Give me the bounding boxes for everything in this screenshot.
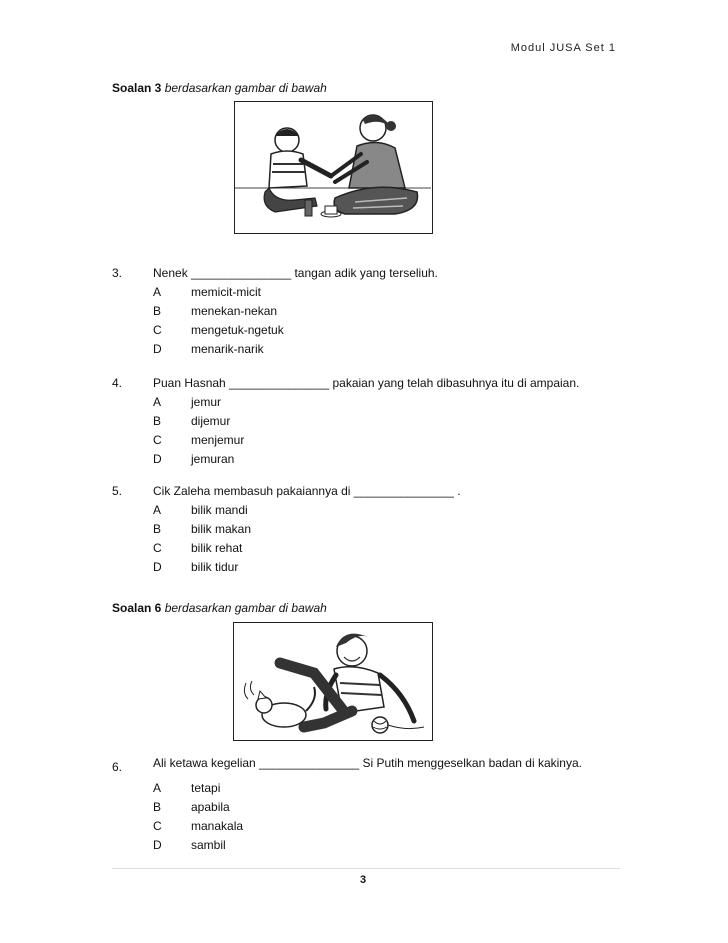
option-a[interactable]: A memicit-micit [153,285,261,299]
option-b[interactable]: B menekan-nekan [153,304,278,318]
header-title: Modul JUSA Set 1 [510,42,616,54]
option-b[interactable]: B bilik makan [153,522,252,536]
option-a[interactable]: A jemur [153,395,222,409]
section-heading-2 [112,601,327,615]
question-number: 4. [112,376,123,390]
section-heading-bold: Soalan 6 [112,601,162,615]
picture-ali-laughing-with-cat [233,622,433,741]
question-number: 5. [112,484,123,498]
option-a[interactable]: A tetapi [153,781,221,795]
option-d[interactable]: D menarik-narik [153,342,264,356]
question-text: Puan Hasnah _______________ pakaian yang telah dibasuhnya itu di ampaian. [153,376,580,390]
section-heading-bold: Soalan 3 [112,81,162,95]
section-heading-1 [112,81,327,95]
option-d[interactable]: D sambil [153,838,226,852]
option-d[interactable]: D bilik tidur [153,560,239,574]
question-number: 6. [112,760,123,774]
section-heading-italic: berdasarkan gambar di bawah [161,81,327,95]
question-text: Nenek _______________ tangan adik yang terseliuh. [153,266,438,280]
option-c[interactable]: C manakala [153,819,244,833]
option-b[interactable]: B dijemur [153,414,231,428]
option-a[interactable]: A bilik mandi [153,503,248,517]
question-text: Cik Zaleha membasuh pakaiannya di _______________ . [153,484,461,498]
option-c[interactable]: C bilik rehat [153,541,243,555]
option-d[interactable]: D jemuran [153,452,235,466]
page-number: 3 [360,874,367,886]
section-heading-italic: berdasarkan gambar di bawah [161,601,327,615]
footer-divider [112,868,620,869]
picture-grandmother-massaging-boy [234,101,433,234]
option-c[interactable]: C menjemur [153,433,245,447]
option-c[interactable]: C mengetuk-ngetuk [153,323,284,337]
question-number: 3. [112,266,123,280]
question-text: Ali ketawa kegelian _______________ Si Putih menggeselkan badan di kakinya. [153,756,582,770]
option-b[interactable]: B apabila [153,800,230,814]
